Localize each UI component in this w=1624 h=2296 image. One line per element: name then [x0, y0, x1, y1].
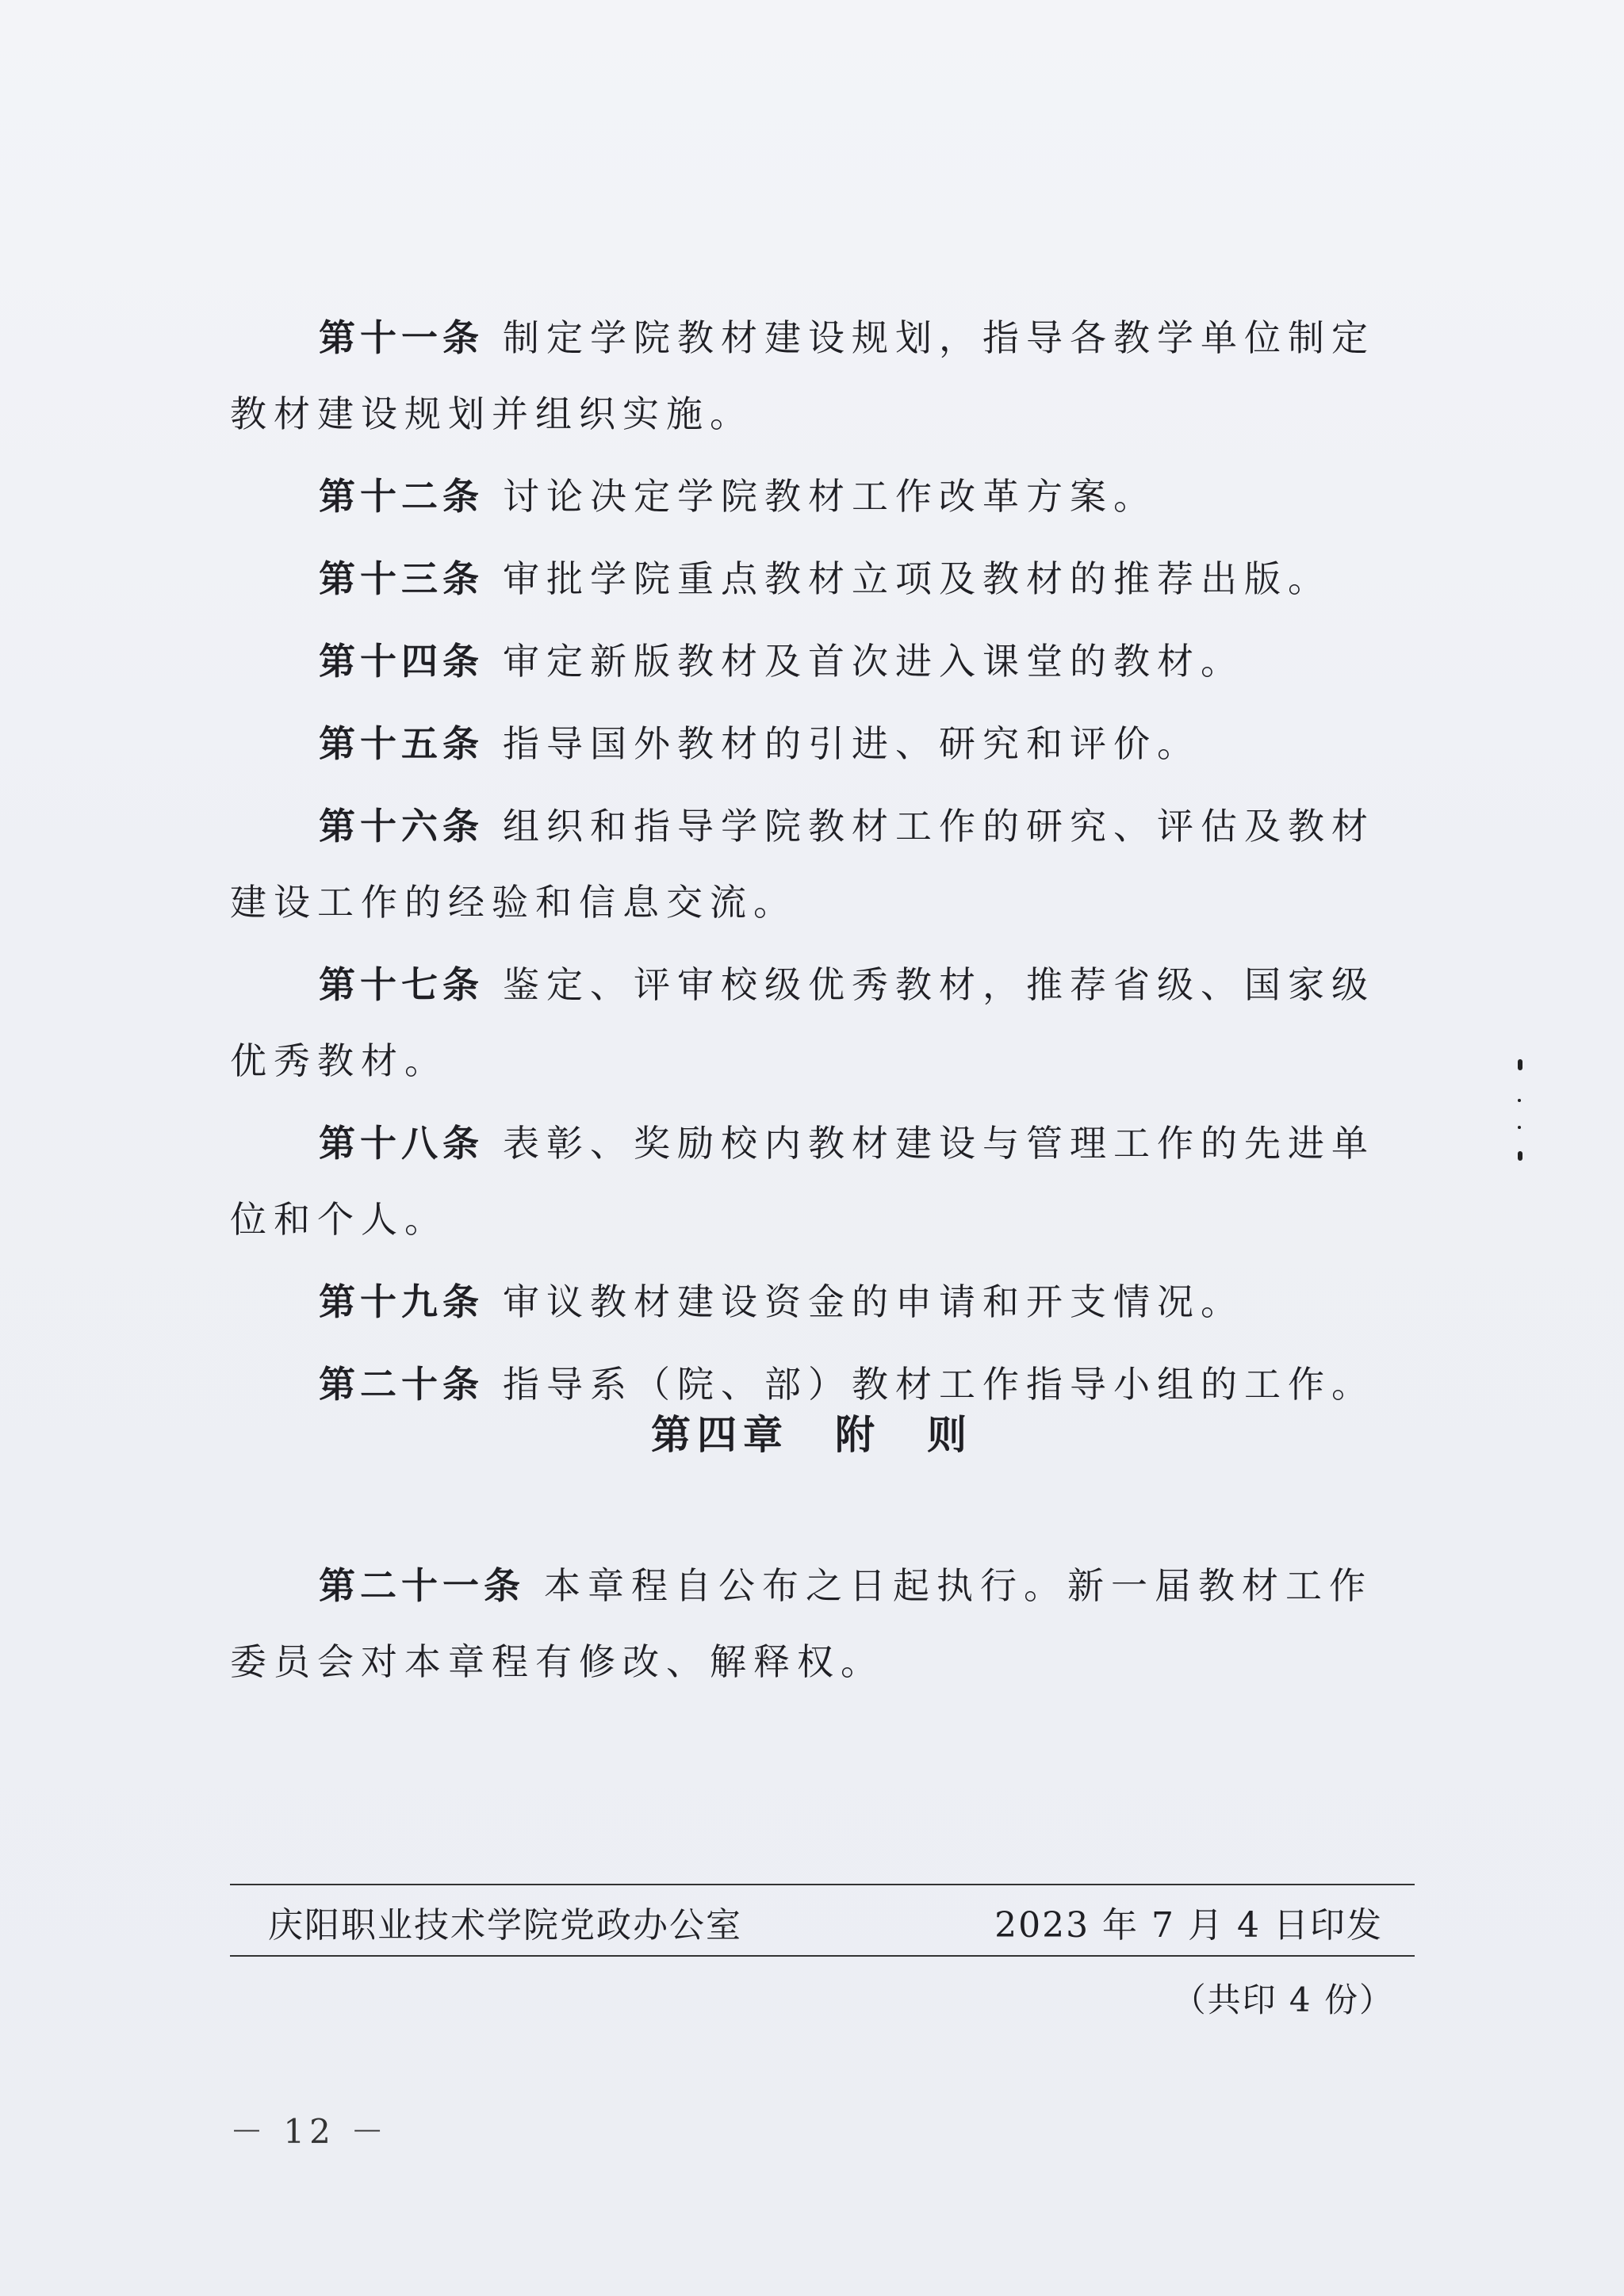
article-text: 审定新版教材及首次进入课堂的教材。	[503, 640, 1244, 683]
article-text: 制定学院教材建设规划，指导各教学单位制定教材建设规划并组织实施。	[230, 316, 1375, 435]
page-number: － 12 －	[230, 2112, 389, 2151]
article-text: 组织和指导学院教材工作的研究、评估及教材建设工作的经验和信息交流。	[230, 805, 1375, 924]
article-number: 第十七条	[319, 963, 484, 1006]
article-text: 审批学院重点教材立项及教材的推荐出版。	[503, 557, 1331, 600]
footer-bottom-rule	[230, 1955, 1415, 1957]
final-article-block	[230, 1548, 1415, 1706]
article-17	[230, 947, 1415, 1099]
articles-list	[230, 300, 1415, 1429]
copies-count: （共印 4 份）	[1172, 1980, 1394, 2019]
article-21	[230, 1548, 1415, 1700]
article-number: 第十一条	[319, 316, 484, 359]
article-text: 本章程自公布之日起执行。新一届教材工作委员会对本章程有修改、解释权。	[230, 1564, 1373, 1683]
article-number: 第十三条	[319, 557, 484, 600]
article-15	[230, 706, 1415, 782]
article-text: 讨论决定学院教材工作改革方案。	[503, 475, 1157, 518]
margin-dot	[1518, 1151, 1522, 1161]
chapter-heading: 第四章 附 则	[651, 1412, 973, 1458]
article-text: 审议教材建设资金的申请和开支情况。	[503, 1280, 1244, 1323]
article-text: 指导国外教材的引进、研究和评价。	[503, 722, 1201, 765]
issuer-name: 庆阳职业技术学院党政办公室	[268, 1905, 742, 1946]
footer-top-rule	[230, 1884, 1415, 1885]
margin-dot	[1518, 1059, 1522, 1070]
margin-dot	[1518, 1126, 1521, 1129]
article-number: 第二十条	[319, 1363, 484, 1406]
article-14	[230, 623, 1415, 699]
article-16	[230, 788, 1415, 940]
article-number: 第十九条	[319, 1280, 484, 1323]
article-19	[230, 1264, 1415, 1340]
article-18	[230, 1105, 1415, 1257]
article-text: 表彰、奖励校内教材建设与管理工作的先进单位和个人。	[230, 1122, 1375, 1241]
article-12	[230, 458, 1415, 534]
article-number: 第二十一条	[319, 1564, 525, 1607]
article-text: 鉴定、评审校级优秀教材，推荐省级、国家级优秀教材。	[230, 963, 1375, 1082]
article-number: 第十八条	[319, 1122, 484, 1165]
issue-date: 2023 年 7 月 4 日印发	[994, 1905, 1383, 1946]
article-number: 第十五条	[319, 722, 484, 765]
margin-dot	[1518, 1099, 1521, 1102]
article-number: 第十二条	[319, 475, 484, 518]
article-text: 指导系（院、部）教材工作指导小组的工作。	[503, 1363, 1375, 1406]
article-number: 第十六条	[319, 805, 484, 848]
article-11	[230, 300, 1415, 452]
article-13	[230, 541, 1415, 617]
article-number: 第十四条	[319, 640, 484, 683]
